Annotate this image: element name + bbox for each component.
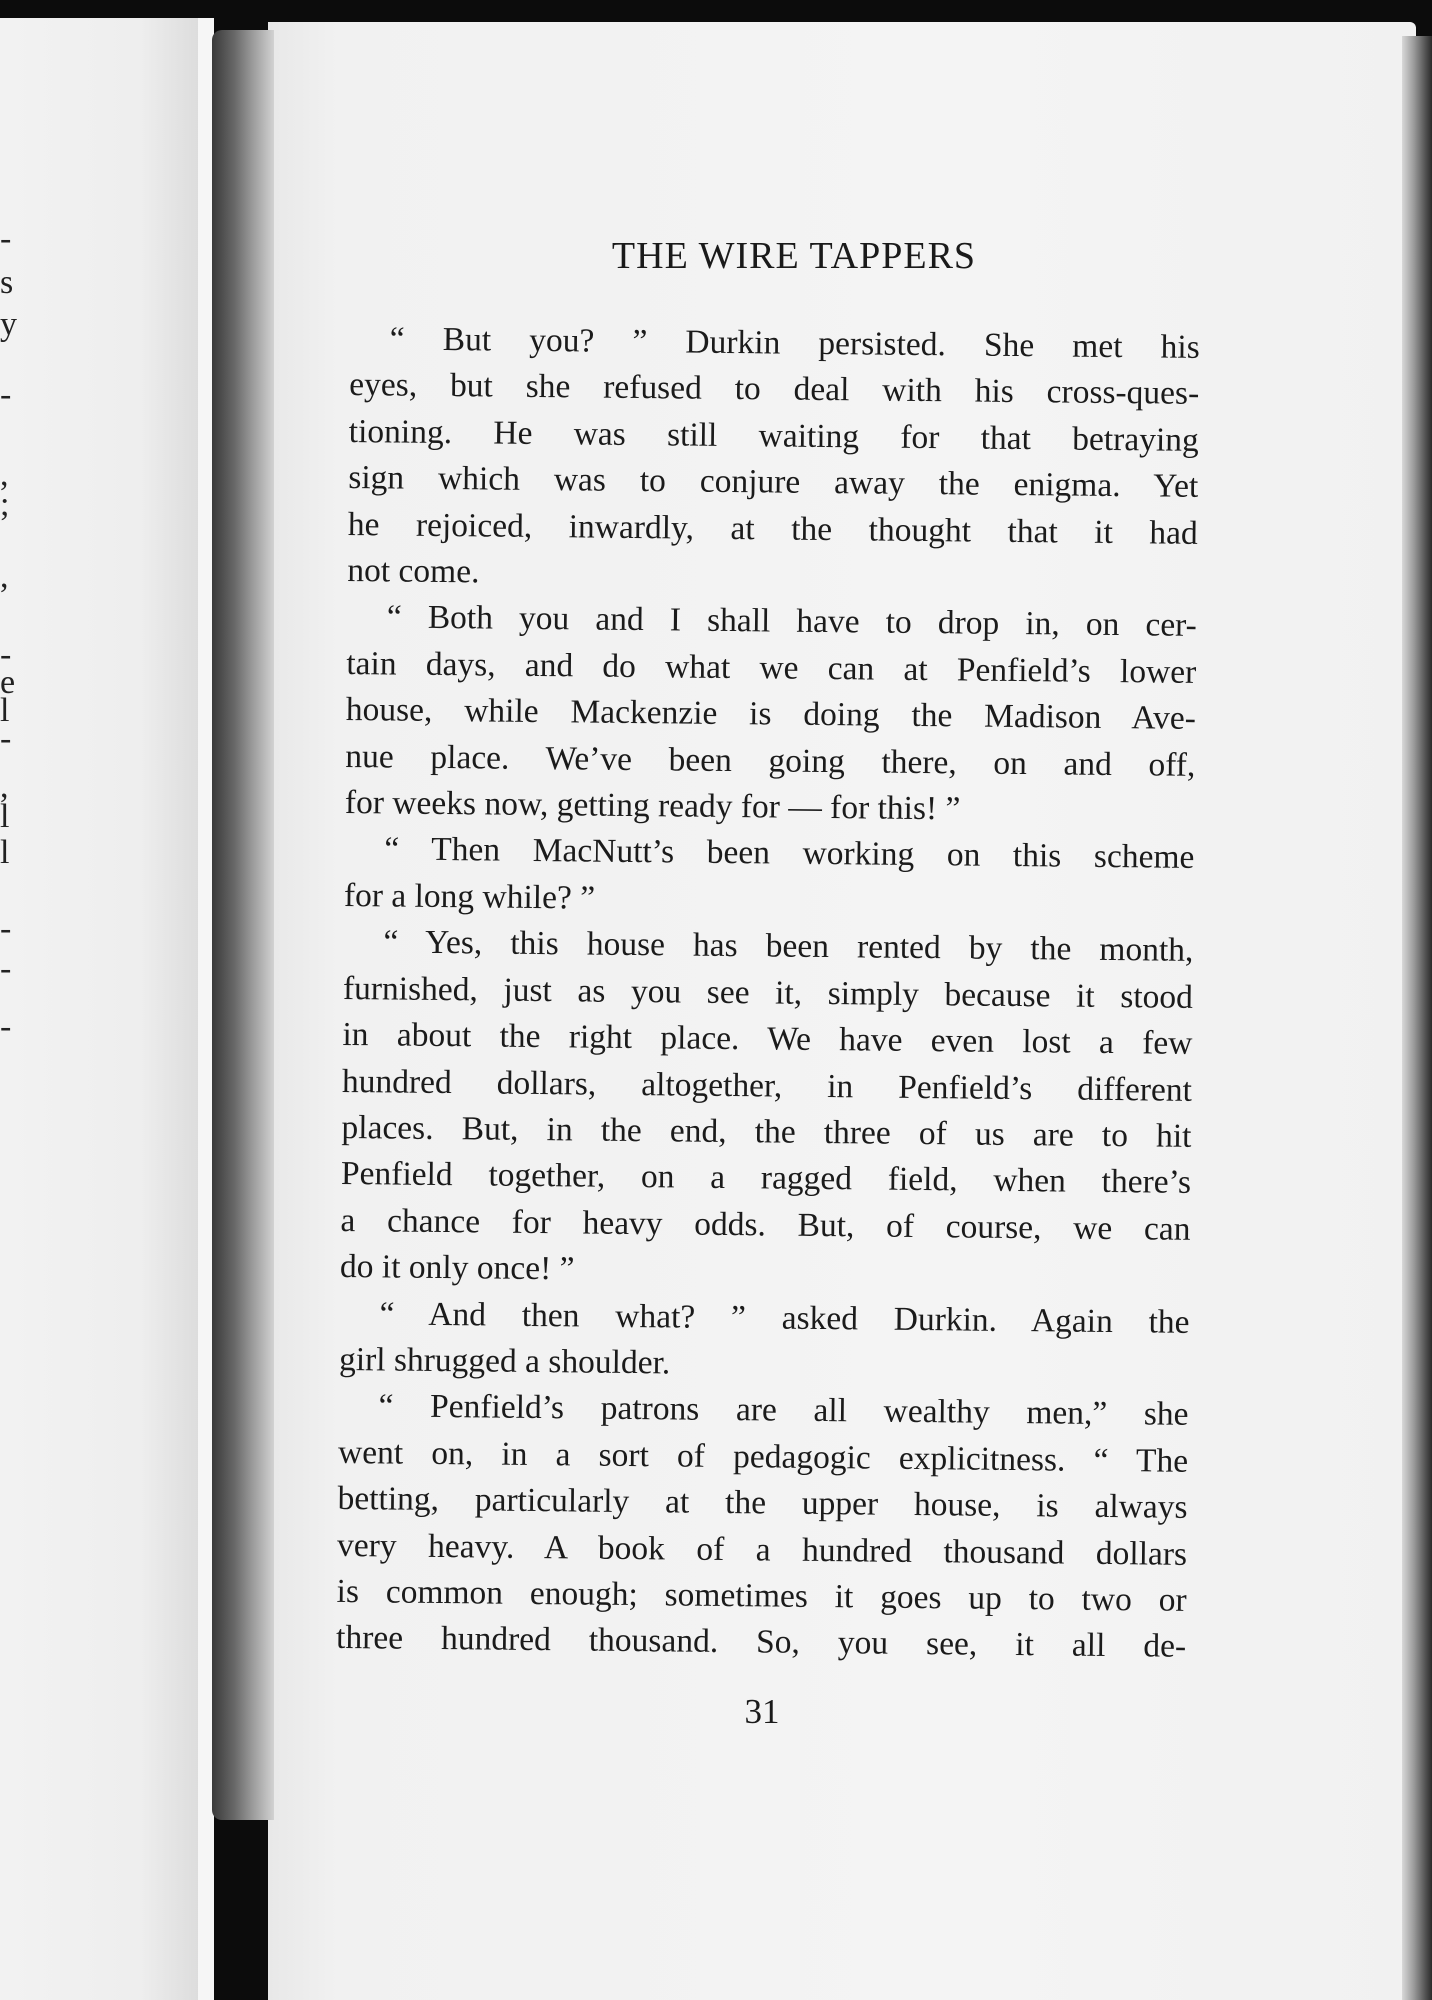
left-page-fragment: l	[0, 692, 10, 729]
left-page-fragment: ,	[0, 558, 9, 595]
text-line: “ Then MacNutt’s been working on this scheme	[384, 830, 1195, 877]
left-page-fragment: l	[0, 798, 10, 835]
left-page-fragment: -	[0, 220, 12, 257]
left-page-fragment: l	[0, 834, 10, 871]
left-page-fragment: y	[0, 306, 17, 343]
text-line: tioning. He was still waiting for that betraying	[348, 412, 1199, 459]
text-line: do it only once! ”	[339, 1248, 575, 1288]
text-line: “ Both you and I shall have to drop in, on cer-	[386, 598, 1197, 645]
text-line: betting, particularly at the upper house, is always	[337, 1480, 1188, 1526]
text-line: Penfield together, on a ragged field, when there’s	[340, 1155, 1192, 1202]
text-line: went on, in a sort of pedagogic explicitness. “ The	[337, 1433, 1189, 1480]
text-line: tain days, and do what we can at Penfield’s lower	[346, 644, 1197, 691]
text-line: “ Penfield’s patrons are all wealthy men,” she	[378, 1387, 1189, 1434]
text-line: hundred dollars, altogether, in Penfield’s different	[341, 1062, 1193, 1109]
text-line: three hundred thousand. So, you see, it all de-	[335, 1619, 1187, 1666]
left-page-fragment: ,	[0, 768, 9, 805]
page-number: 31	[744, 1692, 780, 1731]
running-head: THE WIRE TAPPERS	[611, 235, 977, 277]
text-line: not come.	[347, 552, 480, 591]
text-line: girl shrugged a shoulder.	[338, 1340, 671, 1382]
left-page-fragment: -	[0, 636, 12, 673]
page-edge-shadow	[1402, 36, 1432, 2000]
left-page-fragment: -	[0, 1008, 12, 1045]
text-line: for weeks now, getting ready for — for this! ”	[344, 784, 961, 828]
left-page-fragment: -	[0, 950, 12, 987]
text-line: sign which was to conjure away the enigma. Yet	[348, 459, 1199, 506]
left-page-fragment: ,	[0, 456, 9, 493]
left-page-fragment: -	[0, 376, 12, 413]
text-line: “ Yes, this house has been rented by the month,	[383, 923, 1194, 970]
text-line: a chance for heavy odds. But, of course, we can	[340, 1201, 1191, 1248]
text-line: “ And then what? ” asked Durkin. Again the	[379, 1294, 1190, 1341]
spine-shadow	[212, 30, 274, 1820]
text-line: very heavy. A book of a hundred thousand dollars	[336, 1526, 1188, 1573]
body-text	[336, 316, 1200, 1671]
text-line: in about the right place. We have even lost a few	[342, 1016, 1193, 1062]
text-line: he rejoiced, inwardly, at the thought that it had	[347, 505, 1198, 552]
left-page	[0, 18, 200, 2000]
text-line: eyes, but she refused to deal with his cross-ques-	[349, 366, 1200, 413]
text-line: places. But, in the end, the three of us are to hit	[341, 1108, 1192, 1155]
left-page-fragment: -	[0, 720, 12, 757]
left-page-fragment: -	[0, 910, 12, 947]
text-line: for a long while? ”	[343, 876, 596, 917]
text-line: is common enough; sometimes it goes up to two or	[336, 1572, 1187, 1619]
left-page-fragment: ;	[0, 486, 10, 523]
text-line: house, while Mackenzie is doing the Madison Ave-	[345, 691, 1197, 738]
left-page-text-fragments	[0, 18, 20, 2000]
text-line: “ But you? ” Durkin persisted. She met his	[389, 320, 1200, 366]
left-page-fragment: e	[0, 664, 16, 701]
left-page-fragment: s	[0, 264, 14, 301]
text-line: furnished, just as you see it, simply because it stood	[342, 969, 1194, 1016]
text-line: nue place. We’ve been going there, on and off,	[345, 737, 1196, 784]
